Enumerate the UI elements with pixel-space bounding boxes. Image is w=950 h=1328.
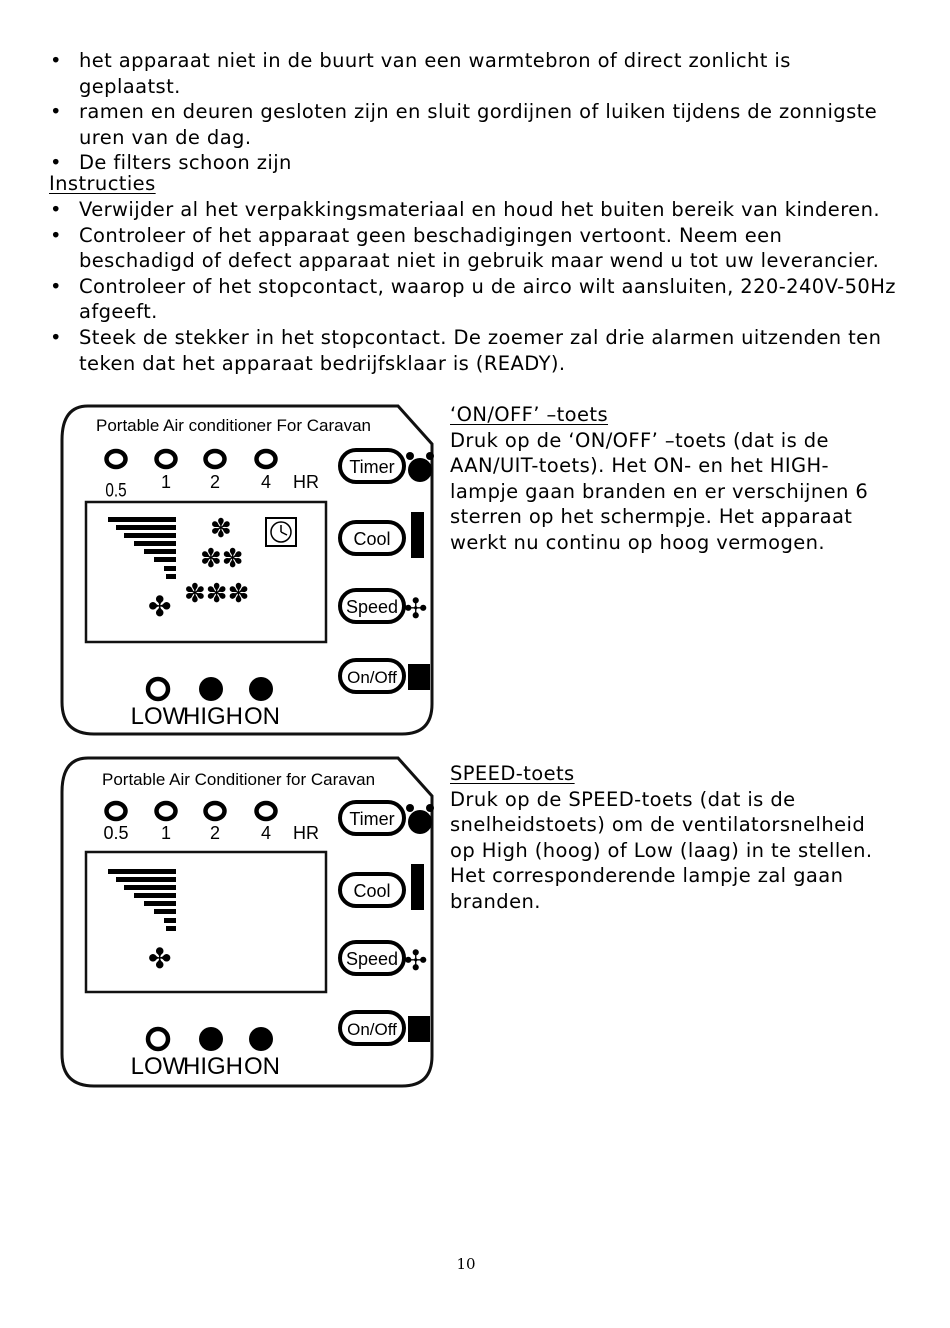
svg-text:✽✽: ✽✽ — [200, 543, 244, 573]
section-speed — [450, 761, 890, 915]
cool-button[interactable] — [340, 874, 404, 906]
timer-label: 4 — [260, 472, 272, 492]
timer-button[interactable] — [340, 802, 404, 834]
power-button[interactable] — [340, 660, 404, 692]
list-item: • Steek de stekker in het stopcontact. De zoemer zal drie alarmen uitzenden ten teken dat het apparaat bedrijfsklaar is (READY). — [48, 325, 898, 376]
svg-text:✽: ✽ — [210, 513, 232, 543]
section-onoff — [450, 402, 890, 556]
svg-text:✽✽✽: ✽✽✽ — [184, 578, 250, 608]
cool-button[interactable] — [340, 522, 404, 554]
svg-text:Timer: Timer — [349, 457, 395, 477]
speed-button[interactable] — [340, 942, 404, 974]
section-body-speed: Druk op de SPEED-toets (dat is de snelheidstoets) om de ventilatorsnelheid op High (hoog) of Low (laag) in te stellen. Het corresponderende lampje zal gaan branden. — [450, 787, 873, 913]
list-item: • Verwijder al het verpakkingsmateriaal en houd het buiten bereik van kinderen. — [48, 197, 898, 223]
panel-title: Portable Air conditioner For Caravan — [96, 416, 371, 435]
svg-text:Speed: Speed — [345, 949, 399, 969]
fan-speed-icon: ✣ — [404, 945, 428, 976]
section-body-onoff: Druk op de ‘ON/OFF’ –toets (dat is de AAN/UIT-toets). Het ON- en het HIGH-lampje gaan branden en er verschijnen 6 sterren op het schermpje. Het apparaat werkt nu continu op hoog vermogen. — [450, 428, 869, 554]
list-item: • Controleer of het apparaat geen beschadigingen vertoont. Neem een beschadigd of defect apparaat niet in gebruik maar wend u tot uw leverancier. — [48, 223, 898, 274]
list-item: • De filters schoon zijn — [48, 150, 898, 176]
panel-title: Portable Air Conditioner for Caravan — [102, 770, 376, 789]
timer-label: HR — [293, 472, 319, 492]
led-label-low: LOW — [130, 1053, 186, 1080]
power-button[interactable] — [340, 1012, 404, 1044]
led-label-low: LOW — [130, 703, 186, 730]
timer-label: 1 — [160, 472, 172, 492]
control-panel-illustration-speed — [58, 756, 438, 1090]
timer-label: 1 — [160, 823, 172, 843]
fan-icon: ✤ — [148, 591, 172, 622]
led-on-icon — [249, 677, 273, 701]
svg-text:On/Off: On/Off — [347, 668, 397, 687]
led-high-icon — [199, 1027, 223, 1051]
svg-text:Speed: Speed — [345, 597, 399, 617]
list-item: • ramen en deuren gesloten zijn en sluit gordijnen of luiken tijdens de zonnigste uren van de dag. — [48, 99, 898, 150]
cool-indicator-bar — [411, 512, 424, 558]
timer-label: 0.5 — [105, 478, 127, 501]
timer-label: 2 — [209, 472, 221, 492]
svg-text:On/Off: On/Off — [347, 1020, 397, 1039]
led-high-icon — [199, 677, 223, 701]
section-heading-speed: SPEED-toets — [450, 762, 575, 785]
section-heading-instructies: Instructies — [49, 172, 156, 195]
timer-label: 4 — [260, 823, 272, 843]
timer-button[interactable] — [340, 450, 404, 482]
bullet-list-conditions — [48, 48, 898, 176]
timer-label: 2 — [209, 823, 221, 843]
timer-label: HR — [293, 823, 319, 843]
list-item: • het apparaat niet in de buurt van een warmtebron of direct zonlicht is geplaatst. — [48, 48, 898, 99]
power-indicator-square — [408, 1016, 430, 1042]
list-item: • Controleer of het stopcontact, waarop u de airco wilt aansluiten, 220-240V-50Hz afgeeft. — [48, 274, 898, 325]
led-label-high: HIGH — [183, 703, 243, 730]
control-panel-illustration-onoff — [58, 404, 438, 738]
led-label-on: ON — [244, 1053, 280, 1080]
speed-button[interactable] — [340, 590, 404, 622]
svg-text:Timer: Timer — [349, 809, 395, 829]
svg-text:Cool: Cool — [353, 529, 391, 549]
cool-indicator-bar — [411, 864, 424, 910]
bullet-list-instructions — [48, 197, 898, 376]
page-number: 10 — [456, 1255, 476, 1273]
fan-speed-icon: ✣ — [404, 593, 428, 624]
timer-label: 0.5 — [103, 823, 129, 843]
led-label-high: HIGH — [183, 1053, 243, 1080]
power-indicator-square — [408, 664, 430, 690]
svg-text:Cool: Cool — [353, 881, 391, 901]
led-on-icon — [249, 1027, 273, 1051]
led-label-on: ON — [244, 703, 280, 730]
section-heading-onoff: ‘ON/OFF’ –toets — [450, 403, 609, 426]
fan-icon: ✤ — [148, 943, 172, 974]
